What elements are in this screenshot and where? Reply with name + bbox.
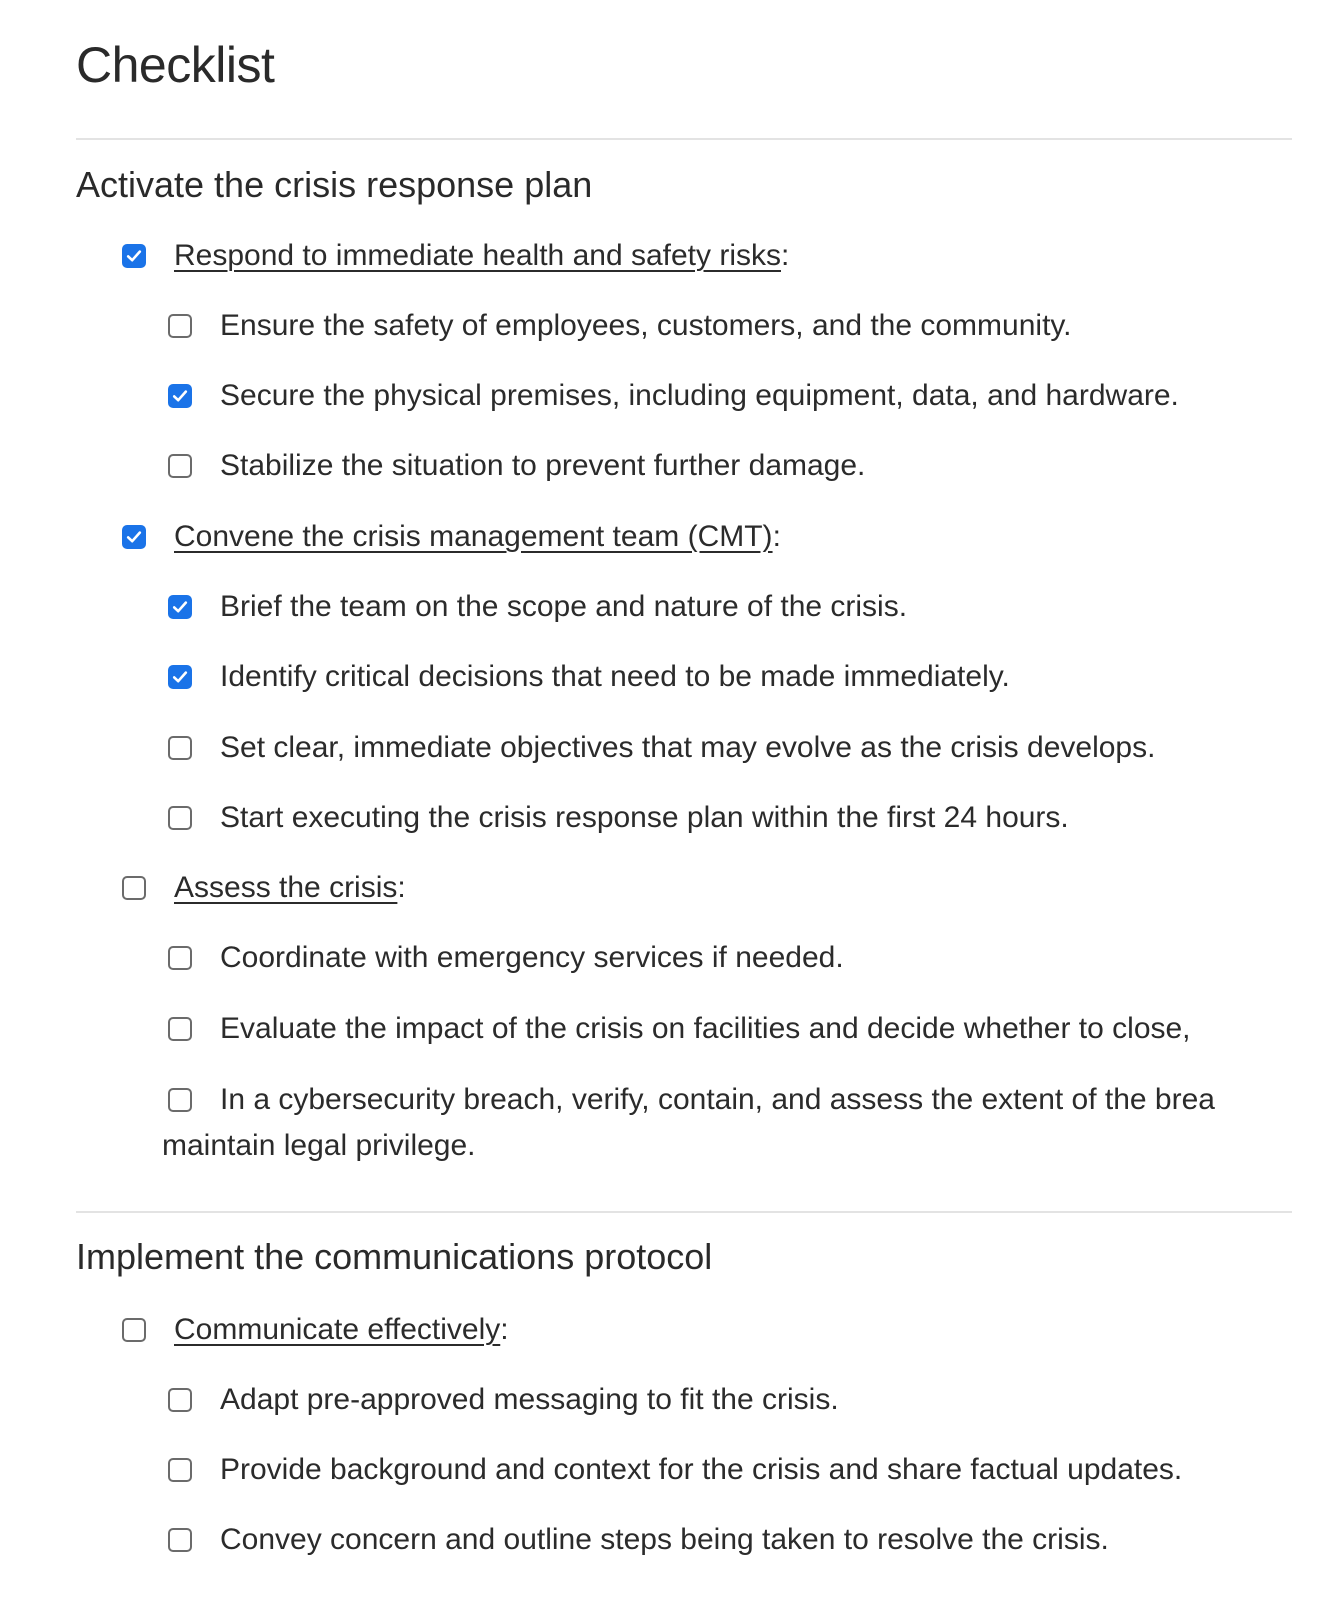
- checkbox[interactable]: [168, 454, 192, 478]
- item-text: Adapt pre-approved messaging to fit the crisis.: [220, 1383, 839, 1416]
- checkbox[interactable]: [168, 1388, 192, 1412]
- item-text: Evaluate the impact of the crisis on facilities and decide whether to close,: [220, 1012, 1191, 1045]
- checkbox[interactable]: [168, 1458, 192, 1482]
- checkbox[interactable]: [168, 806, 192, 830]
- item-text: Stabilize the situation to prevent further damage.: [220, 449, 866, 482]
- item-text: In a cybersecurity breach, verify, contain, and assess the extent of the brea: [220, 1083, 1215, 1116]
- checklist-item: [168, 1380, 839, 1420]
- section-title-communications-protocol: Implement the communications protocol: [76, 1236, 713, 1277]
- item-text: Start executing the crisis response plan within the first 24 hours.: [220, 801, 1069, 834]
- group-convene-cmt: [122, 517, 781, 557]
- checkbox[interactable]: [168, 1017, 192, 1041]
- checklist-item: [168, 798, 1069, 838]
- group-assess-crisis: [122, 868, 406, 908]
- group-colon: :: [397, 871, 406, 904]
- group-colon: :: [500, 1313, 509, 1346]
- item-text: Identify critical decisions that need to be made immediately.: [220, 660, 1010, 693]
- checklist-item: [168, 587, 907, 627]
- group-colon: :: [781, 239, 790, 272]
- checklist-item: [168, 1520, 1109, 1560]
- checkbox[interactable]: [168, 1088, 192, 1112]
- checklist-item: [168, 938, 844, 978]
- group-link[interactable]: Assess the crisis: [174, 871, 398, 904]
- checklist-page: [76, 0, 1323, 1606]
- checklist-item: [168, 376, 1179, 416]
- checkbox[interactable]: [122, 525, 146, 549]
- checklist-item: [168, 446, 865, 486]
- checkbox[interactable]: [168, 1528, 192, 1552]
- group-respond-health-safety: [122, 236, 789, 276]
- item-text: Provide background and context for the crisis and share factual updates.: [220, 1453, 1183, 1486]
- checkbox[interactable]: [168, 736, 192, 760]
- checklist-item: [168, 1009, 1191, 1049]
- page-title: Checklist: [76, 37, 275, 93]
- checkmark-icon: [125, 528, 143, 546]
- item-line-1: [162, 1077, 1323, 1123]
- checklist-item: [162, 1077, 1323, 1169]
- checkbox[interactable]: [168, 665, 192, 689]
- checkbox[interactable]: [122, 876, 146, 900]
- section-title-activate-plan: Activate the crisis response plan: [76, 164, 593, 205]
- group-link[interactable]: Convene the crisis management team (CMT): [174, 520, 773, 553]
- checklist-item: [168, 306, 1072, 346]
- checkbox[interactable]: [168, 595, 192, 619]
- checkbox[interactable]: [168, 384, 192, 408]
- checklist-item: [168, 728, 1155, 768]
- item-text: Brief the team on the scope and nature of the crisis.: [220, 590, 908, 623]
- item-text: Convey concern and outline steps being taken to resolve the crisis.: [220, 1523, 1109, 1556]
- checkmark-icon: [125, 247, 143, 265]
- item-line-2: maintain legal privilege.: [162, 1129, 476, 1162]
- item-text: Ensure the safety of employees, customers, and the community.: [220, 309, 1072, 342]
- group-colon: :: [772, 520, 781, 553]
- checkbox[interactable]: [122, 244, 146, 268]
- checkmark-icon: [171, 668, 189, 686]
- item-text: Coordinate with emergency services if needed.: [220, 941, 844, 974]
- checklist-item: [168, 657, 1010, 697]
- checkmark-icon: [171, 387, 189, 405]
- item-text: Set clear, immediate objectives that may evolve as the crisis develops.: [220, 731, 1156, 764]
- checkbox[interactable]: [168, 946, 192, 970]
- section-divider: [76, 1211, 1292, 1213]
- checklist-item: [168, 1450, 1182, 1490]
- group-link[interactable]: Communicate effectively: [174, 1313, 501, 1346]
- group-communicate-effectively: [122, 1310, 509, 1350]
- checkbox[interactable]: [122, 1318, 146, 1342]
- checkbox[interactable]: [168, 314, 192, 338]
- group-link[interactable]: Respond to immediate health and safety risks: [174, 239, 781, 272]
- checkmark-icon: [171, 598, 189, 616]
- item-text: Secure the physical premises, including equipment, data, and hardware.: [220, 379, 1179, 412]
- title-divider: [76, 138, 1292, 140]
